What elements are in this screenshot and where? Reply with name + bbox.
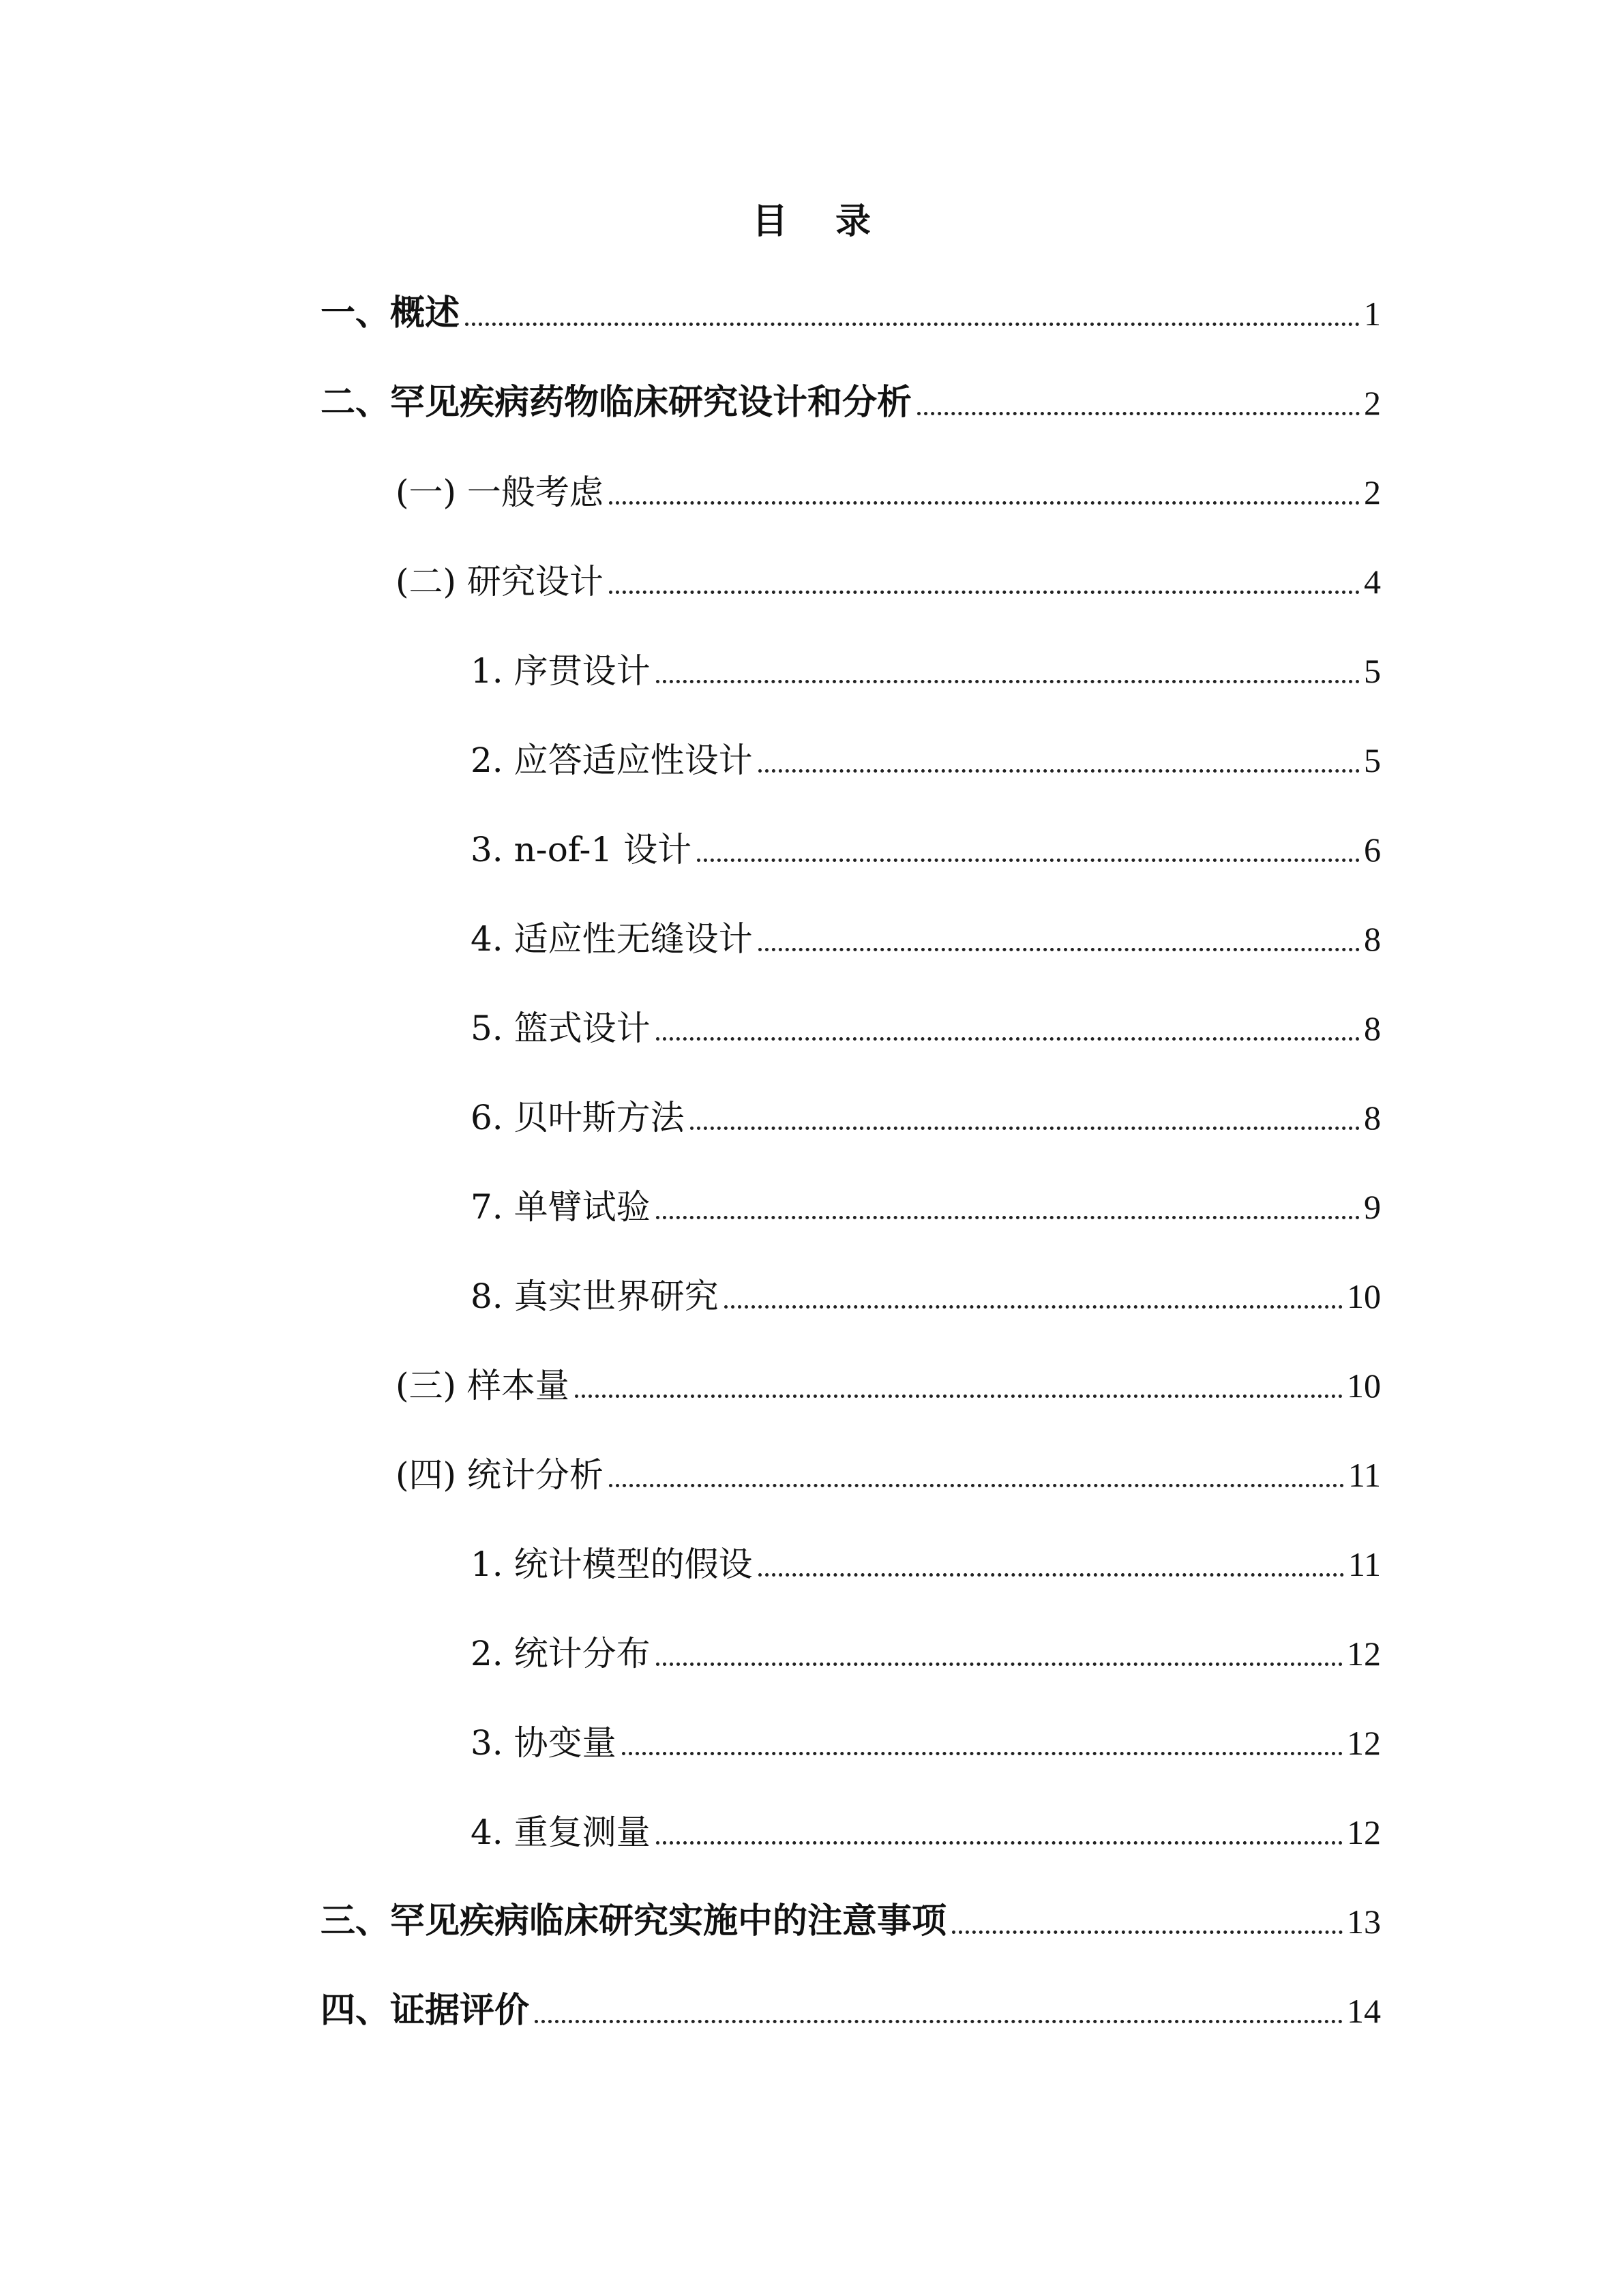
- toc-page-number: 12: [1347, 1635, 1381, 1673]
- toc-dot-leader: [758, 937, 1360, 951]
- toc-page-number: 13: [1347, 1903, 1381, 1941]
- toc-entry[interactable]: [471, 1269, 1381, 1324]
- toc-dot-leader: [656, 1652, 1343, 1666]
- toc-entry[interactable]: [471, 733, 1381, 788]
- toc-entry-label: 二、罕见疾病药物临床研究设计和分析: [321, 383, 912, 423]
- toc-dot-leader: [656, 669, 1360, 683]
- toc-dot-leader: [465, 312, 1360, 326]
- toc-page-number: 4: [1364, 563, 1381, 601]
- toc-entry-label: 2. 应答适应性设计: [471, 741, 753, 780]
- toc-entry-label: 1. 统计模型的假设: [471, 1545, 753, 1584]
- toc-entry[interactable]: [396, 1358, 1381, 1413]
- toc-dot-leader: [609, 490, 1360, 505]
- toc-dot-leader: [656, 1026, 1360, 1041]
- toc-entry[interactable]: [321, 286, 1381, 341]
- toc-page-number: 5: [1364, 741, 1381, 779]
- toc-entry-label: 3. 协变量: [471, 1723, 616, 1763]
- toc-page-number: 9: [1364, 1188, 1381, 1226]
- toc-page-number: 2: [1364, 473, 1381, 511]
- toc-entry[interactable]: [471, 912, 1381, 966]
- toc-dot-leader: [609, 580, 1360, 594]
- toc-dot-leader: [758, 1562, 1344, 1577]
- toc-page-number: 10: [1347, 1367, 1381, 1405]
- toc-entry[interactable]: [321, 376, 1381, 430]
- toc-entry-label: 7. 单臂试验: [471, 1187, 651, 1227]
- toc-entry[interactable]: [396, 465, 1381, 520]
- toc-entry-label: 2. 统计分布: [471, 1634, 651, 1673]
- toc-entry[interactable]: [471, 1180, 1381, 1234]
- toc-entry[interactable]: [471, 1001, 1381, 1056]
- toc-entry-label: 6. 贝叶斯方法: [471, 1098, 685, 1137]
- toc-entry[interactable]: [471, 1537, 1381, 1592]
- toc-entry-label: 3. n-of-1 设计: [471, 830, 692, 869]
- toc-page-number: 8: [1364, 1099, 1381, 1137]
- toc-entry[interactable]: [471, 1805, 1381, 1860]
- toc-entry-label: 4. 适应性无缝设计: [471, 919, 753, 959]
- toc-entry-label: 一、概述: [321, 293, 460, 333]
- toc-entry[interactable]: [471, 1626, 1381, 1681]
- toc-dot-leader: [656, 1205, 1360, 1219]
- toc-page-number: 14: [1347, 1992, 1381, 2030]
- toc-entry-label: 8. 真实世界研究: [471, 1277, 719, 1316]
- toc-dot-leader: [952, 1920, 1343, 1934]
- toc-dot-leader: [917, 401, 1360, 415]
- toc-dot-leader: [758, 758, 1360, 773]
- toc-page-number: 8: [1364, 920, 1381, 958]
- toc-entry[interactable]: [471, 1090, 1381, 1145]
- toc-dot-leader: [575, 1384, 1343, 1398]
- toc-dot-leader: [724, 1294, 1343, 1309]
- toc-entry-label: (三) 样本量: [396, 1366, 569, 1405]
- toc-entry-label: (一) 一般考虑: [396, 473, 604, 512]
- toc-page-number: 11: [1347, 1456, 1381, 1494]
- toc-page-number: 12: [1347, 1724, 1381, 1762]
- toc-dot-leader: [622, 1741, 1343, 1755]
- toc-entry-label: 四、证据评价: [321, 1991, 530, 2031]
- toc-page-number: 12: [1347, 1813, 1381, 1851]
- toc-entry-label: (四) 统计分析: [396, 1455, 604, 1495]
- toc-dot-leader: [690, 1116, 1360, 1130]
- toc-entry-label: 4. 重复测量: [471, 1813, 651, 1852]
- toc-entry[interactable]: [396, 554, 1381, 609]
- toc-dot-leader: [609, 1473, 1344, 1487]
- toc-page-number: 2: [1364, 384, 1381, 422]
- toc-dot-leader: [697, 848, 1360, 862]
- toc-dot-leader: [535, 2009, 1343, 2023]
- page-title: [0, 194, 1623, 249]
- page-title-text: 目 录: [751, 201, 872, 242]
- toc-page-number: 11: [1347, 1545, 1381, 1583]
- toc-page-number: 1: [1364, 295, 1381, 333]
- toc-page-number: 5: [1364, 652, 1381, 690]
- toc-page-number: 8: [1364, 1009, 1381, 1047]
- toc-entry[interactable]: [396, 1448, 1381, 1502]
- toc-entry-label: 1. 序贯设计: [471, 651, 651, 691]
- toc-entry-label: (二) 研究设计: [396, 562, 604, 601]
- toc-entry[interactable]: [471, 822, 1381, 877]
- toc-entry-label: 三、罕见疾病临床研究实施中的注意事项: [321, 1901, 947, 1941]
- toc-page-number: 6: [1364, 831, 1381, 869]
- toc-entry[interactable]: [471, 1716, 1381, 1770]
- toc-entry[interactable]: [321, 1984, 1381, 2038]
- toc-entry[interactable]: [321, 1894, 1381, 1949]
- toc-page-number: 10: [1347, 1277, 1381, 1315]
- toc-entry[interactable]: [471, 644, 1381, 698]
- toc-entry-label: 5. 篮式设计: [471, 1009, 651, 1048]
- toc-dot-leader: [656, 1830, 1343, 1845]
